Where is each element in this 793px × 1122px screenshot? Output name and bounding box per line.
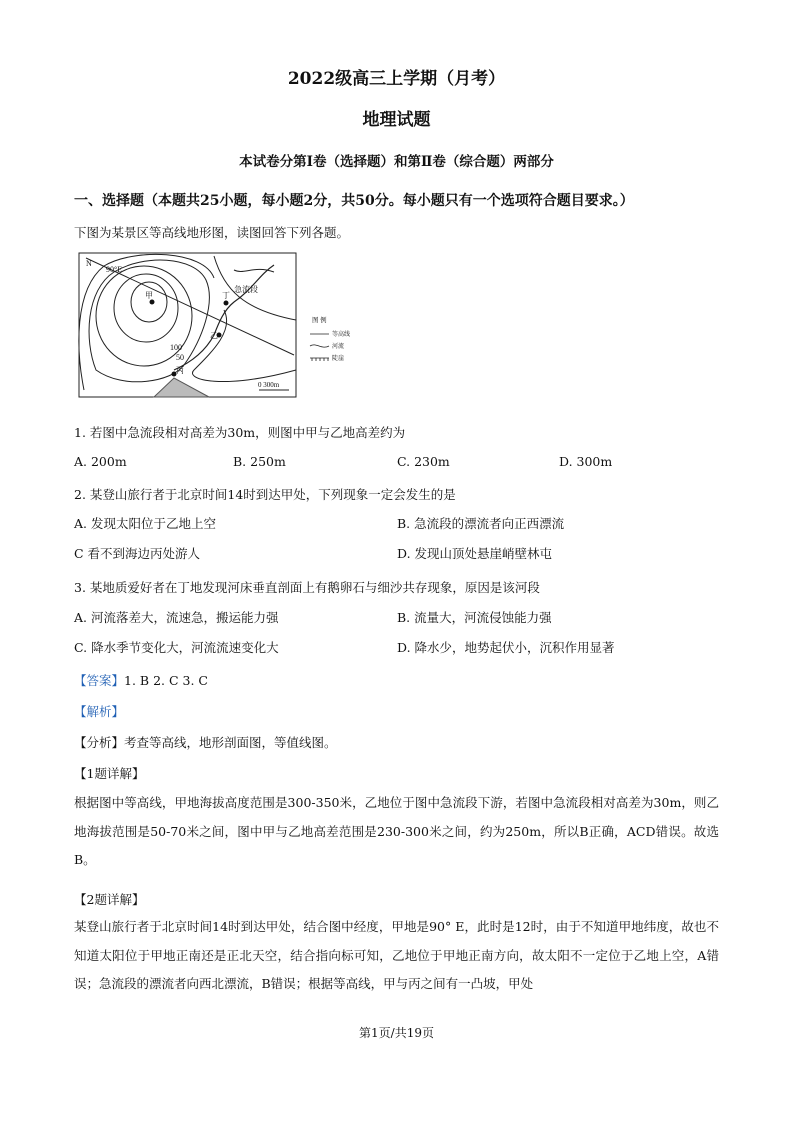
q2-detail-text: 某登山旅行者于北京时间14时到达甲处，结合图中经度，甲地是90° E，此时是12时，由于不知道甲地纬度，故也不知道太阳位于甲地正南还是正北天空，结合指向标可知，乙地位于甲地正南方向，故太阳不一定位于乙地上空，A错误；急流段的漂流者向西北漂流，B错误；根据等高线，甲与丙之间有一凸坡，甲处 bbox=[74, 919, 719, 991]
point-ding bbox=[224, 301, 229, 306]
paper-note: 本试卷分第Ⅰ卷（选择题）和第Ⅱ卷（综合题）两部分 bbox=[239, 154, 554, 170]
legend-river: 河流 bbox=[332, 344, 345, 350]
fenxi-label: 【分析】 bbox=[74, 735, 125, 750]
label-jia: 甲 bbox=[145, 291, 153, 300]
section-intro: 下图为某景区等高线地形图，读图回答下列各题。 bbox=[74, 225, 350, 240]
legend-contour: 等高线 bbox=[332, 332, 351, 338]
section-heading: 一、选择题（本题共25小题，每小题2分，共50分。每小题只有一个选项符合题目要求。） bbox=[74, 193, 634, 209]
q1-option-a: A. 200m bbox=[74, 454, 127, 469]
q1-option-c: C. 230m bbox=[397, 454, 450, 469]
q1-detail-text: 根据图中等高线，甲地海拔高度范围是300-350米，乙地位于图中急流段下游，若图中急流段相对高差为30m，则乙地海拔范围是50-70米之间，图中甲与乙地高差范围是230-300米之间，约为250m，所以B正确，ACD错误。故选B。 bbox=[74, 795, 719, 867]
fenxi-text: 考查等高线，地形剖面图，等值线图。 bbox=[124, 735, 337, 750]
contour-line bbox=[114, 274, 178, 342]
north-arrow-label: N bbox=[86, 259, 92, 268]
scale-label: 0 300m bbox=[258, 381, 280, 389]
contour-line bbox=[192, 310, 296, 382]
q2-stem: 2. 某登山旅行者于北京时间14时到达甲处，下列现象一定会发生的是 bbox=[74, 487, 456, 502]
q3-option-d: D. 降水少，地势起伏小，沉积作用显著 bbox=[397, 640, 615, 655]
answer-label: 【答案】 bbox=[74, 673, 125, 688]
q2-option-a: A. 发现太阳位于乙地上空 bbox=[74, 516, 216, 531]
contour-line bbox=[131, 282, 167, 322]
answer-line bbox=[74, 671, 208, 689]
q3-stem: 3. 某地质爱好者在丁地发现河床垂直剖面上有鹅卵石与细沙共存现象，原因是该河段 bbox=[74, 580, 540, 595]
contour-line bbox=[89, 260, 209, 382]
label-yi: 乙 bbox=[210, 331, 218, 340]
legend-title: 图 例 bbox=[312, 317, 327, 324]
analysis-label: 【解析】 bbox=[74, 704, 125, 719]
legend-river-line bbox=[310, 345, 329, 347]
page-title: 2022级高三上学期（月考） bbox=[287, 69, 506, 89]
q1-stem: 1. 若图中急流段相对高差为30m，则图中甲与乙地高差约为 bbox=[74, 425, 406, 440]
contour-label-50: 50 bbox=[176, 353, 184, 362]
legend-cliff: 陡崖 bbox=[332, 356, 345, 362]
q1-option-d: D. 300m bbox=[559, 454, 613, 469]
q3-option-b: B. 流量大，河流侵蚀能力强 bbox=[397, 610, 552, 625]
river-line bbox=[174, 265, 274, 370]
point-jia bbox=[150, 300, 155, 305]
q2-option-c: C 看不到海边丙处游人 bbox=[74, 546, 201, 561]
sea-area bbox=[154, 378, 209, 397]
q2-option-b: B. 急流段的漂流者向正西漂流 bbox=[397, 516, 565, 531]
label-ding: 丁 bbox=[222, 291, 230, 300]
subject-title: 地理试题 bbox=[362, 110, 431, 130]
contour-label-100: 100 bbox=[170, 343, 182, 352]
label-rapids: 急流段 bbox=[234, 285, 258, 294]
q1-detail-label: 【1题详解】 bbox=[74, 766, 145, 781]
q2-detail-label: 【2题详解】 bbox=[74, 892, 145, 907]
q1-option-b: B. 250m bbox=[233, 454, 286, 469]
legend-cliff-line bbox=[310, 358, 329, 361]
page-number: 第1页/共19页 bbox=[359, 1026, 434, 1040]
q2-option-d: D. 发现山顶处悬崖峭壁林屯 bbox=[397, 546, 553, 561]
answer-values: 1. B 2. C 3. C bbox=[124, 673, 208, 688]
label-bing: 丙 bbox=[176, 366, 184, 375]
contour-map-figure bbox=[74, 250, 364, 400]
q3-option-a: A. 河流落差大，流速急，搬运能力强 bbox=[74, 610, 279, 625]
q3-option-c: C. 降水季节变化大，河流流速变化大 bbox=[74, 640, 279, 655]
meridian-label: 90°E bbox=[106, 265, 123, 274]
fenxi-line bbox=[74, 733, 337, 751]
